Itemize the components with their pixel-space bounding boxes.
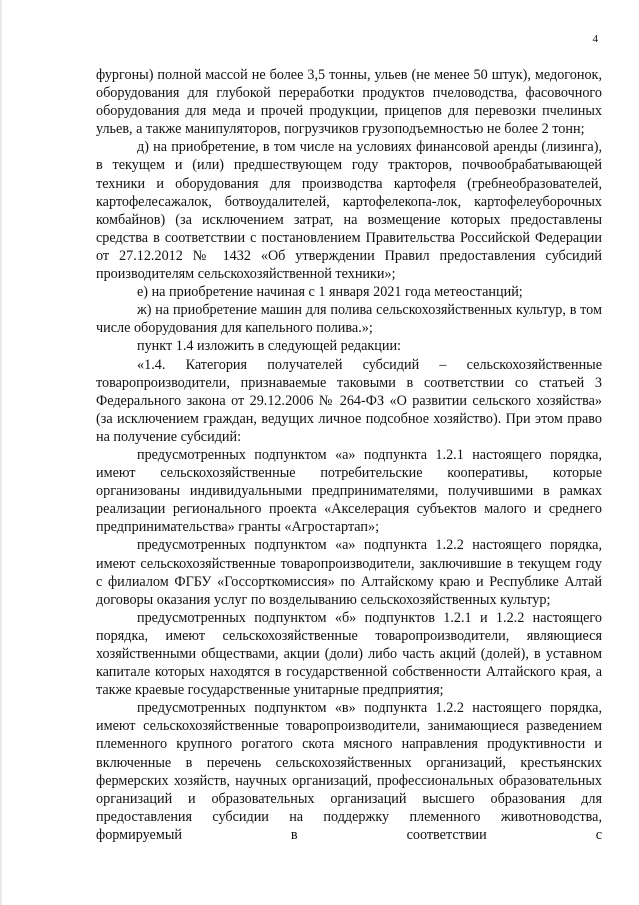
paragraph-section-1-4: «1.4. Категория получателей субсидий – сельскохозяйственные товаропроизводители, признаваемые таковыми в соответствии со статьей 3 Федерального закона от 29.12.2006 № 264-ФЗ «О развитии сельского хозяйства» (за исключением граждан, ведущих личное подсобное хозяйство). При этом право на получение субсидий: [96, 356, 602, 445]
paragraph-right-a-1-2-1: предусмотренных подпунктом «а» подпункта 1.2.1 настоящего порядка, имеют сельскохозяйственные потребительские кооперативы, которые организованы индивидуальными предпринимателями, получившими в рамках реализации регионального проекта «Акселерация субъектов малого и среднего предпринимательства» гранты «Агростартап»; [96, 446, 602, 536]
paragraph-item-d: д) на приобретение, в том числе на условиях финансовой аренды (лизинга), в текущем и (или) предшествующем году тракторов, почвообрабатывающей техники и оборудования для производства картофеля (гребнеобразователей, картофелесажалок, ботвоудалителей, картофелекопа-лок, картофелеуборочных комбайнов) (за исключением затрат, на возмещение которых предоставлены средства в соответствии с постановлением Правительства Российской Федерации от 27.12.2012 № 1432 «Об утверждении Правил предоставления субсидий производителям сельскохозяйственной техники»; [96, 139, 602, 283]
paragraph-item-e: е) на приобретение начиная с 1 января 2021 года метеостанций; [137, 284, 523, 301]
paragraph-amendment-intro: пункт 1.4 изложить в следующей редакции: [137, 338, 401, 355]
paragraph-continuation: фургоны) полной массой не более 3,5 тонны, ульев (не менее 50 штук), медогонок, оборудования для глубокой переработки продуктов пчеловодства, фасовочного оборудования для меда и прочей продукции, прицепов для перевозки пчелиных ульев, а также манипуляторов, погрузчиков грузоподъемностью не более 2 тонн; [96, 67, 602, 138]
page-number: 4 [592, 33, 598, 45]
paragraph-item-zh: ж) на приобретение машин для полива сельскохозяйственных культур, в том числе оборудования для капельного полива.»; [96, 302, 602, 337]
document-body [96, 66, 602, 844]
scan-edge [0, 0, 2, 905]
paragraph-right-b: предусмотренных подпунктом «б» подпунктов 1.2.1 и 1.2.2 настоящего порядка, имеют сельскохозяйственные товаропроизводители, являющиеся хозяйственными обществами, акции (доли) либо часть акций (долей), в уставном капитале которых находятся в государственной собственности Алтайского края, а также краевые государственные унитарные предприятия; [96, 609, 602, 699]
paragraph-right-v: предусмотренных подпунктом «в» подпункта 1.2.2 настоящего порядка, имеют сельскохозяйственные товаропроизводители, занимающиеся разведением племенного крупного рогатого скота мясного направления продуктивности и включенные в перечень сельскохозяйственных организаций, крестьянских фермерских хозяйств, научных организаций, профессиональных образовательных организаций и образовательных организаций высшего образования для предоставления субсидии на поддержку племенного животноводства, формируемый в соответствии с [96, 700, 602, 843]
paragraph-right-a-1-2-2: предусмотренных подпунктом «а» подпункта 1.2.2 настоящего порядка, имеют сельскохозяйственные товаропроизводители, заключившие в текущем году с филиалом ФГБУ «Госсорткомиссия» по Алтайскому краю и Республике Алтай договоры оказания услуг по возделыванию сельскохозяйственных культур; [96, 537, 602, 608]
